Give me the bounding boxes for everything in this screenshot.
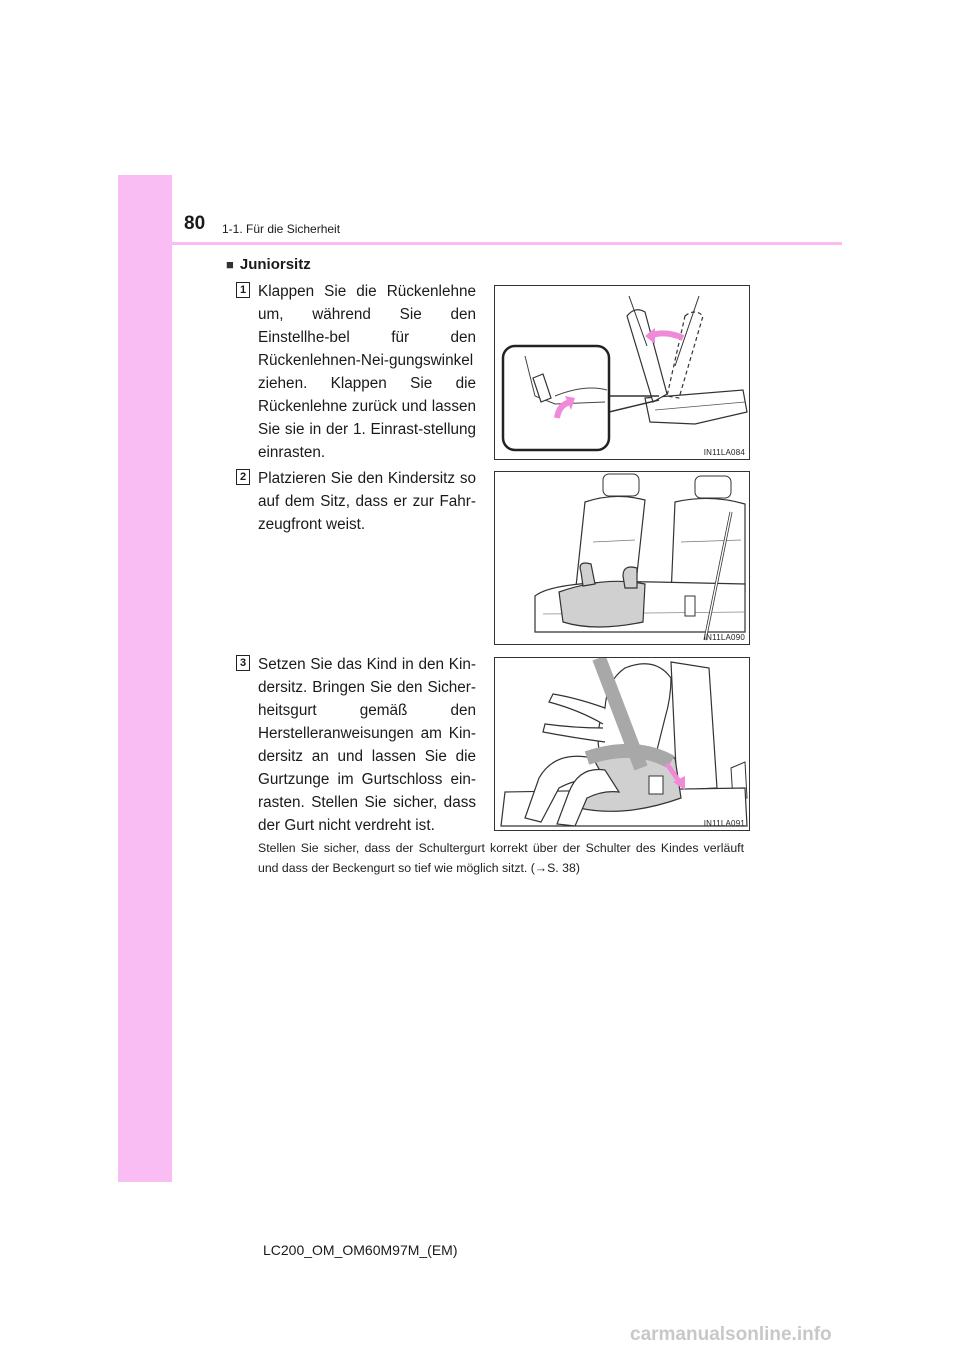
header-divider	[118, 242, 842, 245]
figure-id-2: IN11LA090	[703, 633, 745, 642]
watermark: carmanualsonline.info	[630, 1324, 832, 1345]
page-number: 80	[184, 213, 206, 234]
step-number-3: 3	[236, 655, 250, 671]
step-text-1: Klappen Sie die Rückenlehne um, während Sie den Einstellhe-bel für den Rückenlehnen-Nei-gungswinkel ziehen. Klappen Sie die Rückenlehne zurück und lassen Sie sie in der 1. Einrast-stellung einrasten.	[258, 283, 476, 461]
figure-step-2	[494, 471, 750, 645]
figure-step-3	[494, 657, 750, 831]
step-text-2: Platzieren Sie den Kindersitz so auf dem Sitz, dass er zur Fahr-zeugfront weist.	[258, 470, 476, 533]
booster-seat-illustration	[495, 472, 749, 644]
seat-recline-illustration	[495, 286, 749, 459]
safety-note: Stellen Sie sicher, dass der Schultergurt korrekt über der Schulter des Kindes verläuft und dass der Beckengurt so tief wie möglich sitzt. (→S. 38)	[258, 841, 744, 875]
step-number-1: 1	[236, 282, 250, 298]
step-text-3: Setzen Sie das Kind in den Kin-dersitz. Bringen Sie den Sicher-heitsgurt gemäß den Herstelleranweisungen am Kin-dersitz an und lassen Sie die Gurtzunge im Gurtschloss ein-rasten. Stellen Sie sicher, dass der Gurt nicht verdreht ist.	[258, 656, 476, 834]
sidebar-tab	[118, 175, 172, 1182]
figure-id-3: IN11LA091	[703, 819, 745, 828]
footer-document-code: LC200_OM_OM60M97M_(EM)	[263, 1242, 458, 1258]
subheading-title: Juniorsitz	[239, 256, 311, 273]
square-bullet-icon: ■	[226, 257, 234, 272]
figure-id-1: IN11LA084	[703, 448, 745, 457]
figure-step-1	[494, 285, 750, 460]
subheading	[226, 256, 311, 273]
child-belted-illustration	[495, 658, 749, 830]
step-number-2: 2	[236, 469, 250, 485]
section-title: 1-1. Für die Sicherheit	[222, 222, 341, 236]
